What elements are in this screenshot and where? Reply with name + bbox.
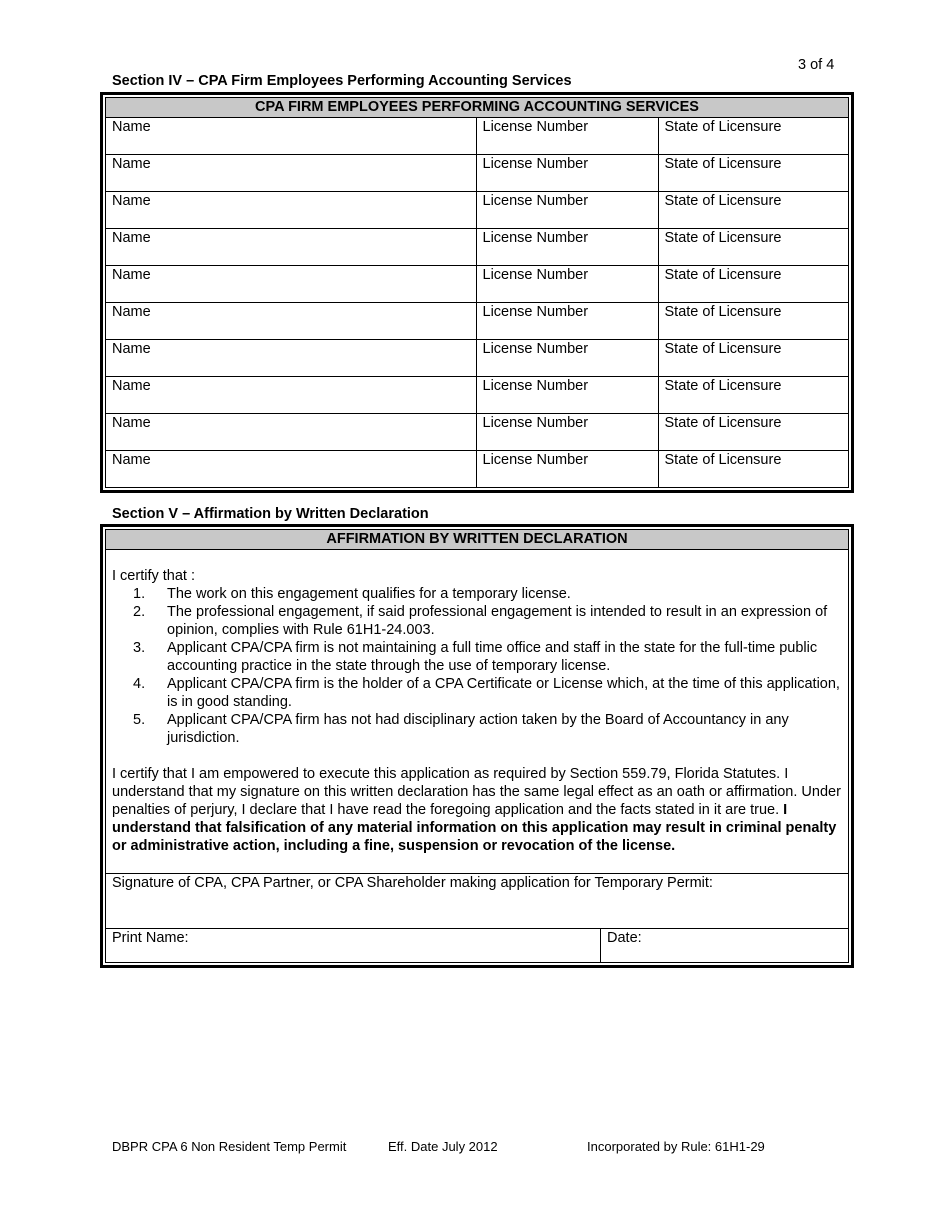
print-name-date-row xyxy=(106,928,848,962)
list-item-number: 5. xyxy=(133,712,146,728)
name-cell[interactable]: Name xyxy=(106,451,476,488)
list-item-text: Applicant CPA/CPA firm has not had disciplinary action taken by the Board of Accountancy in any jurisdiction. xyxy=(167,712,789,746)
name-cell[interactable]: Name xyxy=(106,118,476,155)
name-cell[interactable]: Name xyxy=(106,266,476,303)
license-number-cell[interactable]: License Number xyxy=(476,377,658,414)
list-item-text: Applicant CPA/CPA firm is the holder of a CPA Certificate or License which, at the time of this application, is in good standing. xyxy=(167,676,840,710)
name-cell[interactable]: Name xyxy=(106,229,476,266)
state-of-licensure-cell[interactable]: State of Licensure xyxy=(658,340,848,377)
license-number-cell[interactable]: License Number xyxy=(476,229,658,266)
list-item-text: The professional engagement, if said professional engagement is intended to result in an expression of opinion, complies with Rule 61H1-24.003. xyxy=(167,604,828,638)
license-number-cell[interactable]: License Number xyxy=(476,414,658,451)
footer-rule: Incorporated by Rule: 61H1-29 xyxy=(587,1139,765,1154)
name-cell[interactable]: Name xyxy=(106,377,476,414)
name-cell[interactable]: Name xyxy=(106,155,476,192)
table-row xyxy=(106,414,848,451)
list-item-number: 3. xyxy=(133,640,146,656)
state-of-licensure-cell[interactable]: State of Licensure xyxy=(658,118,848,155)
list-item xyxy=(112,639,842,675)
page-number: 3 of 4 xyxy=(798,57,835,73)
print-name-field[interactable] xyxy=(106,929,601,962)
state-of-licensure-cell[interactable]: State of Licensure xyxy=(664,452,782,468)
declaration-bold: I understand that falsification of any material information on this application may result in criminal penalty or administrative action, including a fine, suspension or revocation of the license. xyxy=(112,802,837,854)
employees-table-box xyxy=(100,92,854,493)
state-of-licensure-cell[interactable]: State of Licensure xyxy=(658,377,848,414)
state-of-licensure-cell[interactable]: State of Licensure xyxy=(658,192,848,229)
section-4-title: Section IV – CPA Firm Employees Performing Accounting Services xyxy=(112,73,572,89)
table-row xyxy=(106,377,848,414)
name-cell[interactable]: Name xyxy=(106,303,476,340)
list-item-text: The work on this engagement qualifies for a temporary license. xyxy=(167,586,571,602)
table-row xyxy=(106,229,848,266)
employees-table-title: CPA FIRM EMPLOYEES PERFORMING ACCOUNTING SERVICES xyxy=(106,98,848,118)
state-of-licensure-cell[interactable]: State of Licensure xyxy=(658,229,848,266)
license-number-cell[interactable]: License Number xyxy=(476,155,658,192)
table-row xyxy=(106,192,848,229)
list-item-number: 2. xyxy=(133,604,146,620)
list-item-text: Applicant CPA/CPA firm is not maintaining a full time office and staff in the state for the full-time public accounting practice in the state through the use of temporary license. xyxy=(167,640,818,674)
name-cell[interactable]: Name xyxy=(106,340,476,377)
list-item xyxy=(112,675,842,711)
certify-intro: I certify that : xyxy=(112,568,195,584)
list-item-number: 1. xyxy=(133,586,146,602)
footer-eff-date: Eff. Date July 2012 xyxy=(388,1139,498,1154)
print-name-label: Print Name: xyxy=(112,930,189,946)
declaration-text xyxy=(112,765,842,855)
state-of-licensure-cell[interactable]: State of Licensure xyxy=(658,155,848,192)
declaration-plain: I certify that I am empowered to execute this application as required by Section 559.79, Florida Statutes. I understand that my signature on this written declaration has the same legal effect as an oath or affirmation. Under penalties of perjury, I declare that I have read the foregoing application and the facts stated in it are true. xyxy=(112,766,841,818)
date-label: Date: xyxy=(607,930,642,946)
license-number-cell[interactable]: License Number xyxy=(476,118,658,155)
license-number-cell[interactable]: License Number xyxy=(476,340,658,377)
list-item xyxy=(112,603,842,639)
list-item-number: 4. xyxy=(133,676,146,692)
list-item xyxy=(112,711,842,747)
table-row xyxy=(106,266,848,303)
signature-field[interactable] xyxy=(106,873,848,928)
table-row xyxy=(106,451,848,488)
license-number-cell[interactable]: License Number xyxy=(476,192,658,229)
certify-list xyxy=(112,585,842,747)
section-5-title: Section V – Affirmation by Written Declaration xyxy=(112,506,429,522)
affirmation-title: AFFIRMATION BY WRITTEN DECLARATION xyxy=(106,530,848,550)
table-row xyxy=(106,118,848,155)
employees-table xyxy=(106,118,848,487)
name-cell[interactable]: Name xyxy=(106,414,476,451)
signature-label: Signature of CPA, CPA Partner, or CPA Shareholder making application for Temporary Permit: xyxy=(112,875,713,891)
license-number-cell[interactable]: License Number xyxy=(476,266,658,303)
state-of-licensure-cell[interactable]: State of Licensure xyxy=(658,303,848,340)
date-field[interactable] xyxy=(601,929,848,962)
state-of-licensure-cell[interactable]: State of Licensure xyxy=(658,266,848,303)
table-row xyxy=(106,303,848,340)
name-cell[interactable]: Name xyxy=(106,192,476,229)
license-number-cell[interactable]: License Number xyxy=(476,303,658,340)
state-of-licensure-cell[interactable]: State of Licensure xyxy=(658,414,848,451)
list-item xyxy=(112,585,842,603)
footer-form-name: DBPR CPA 6 Non Resident Temp Permit xyxy=(112,1139,347,1154)
table-row xyxy=(106,155,848,192)
affirmation-box xyxy=(100,524,854,968)
affirmation-body xyxy=(106,550,848,873)
table-row xyxy=(106,340,848,377)
license-number-cell[interactable]: License Number xyxy=(476,451,658,488)
